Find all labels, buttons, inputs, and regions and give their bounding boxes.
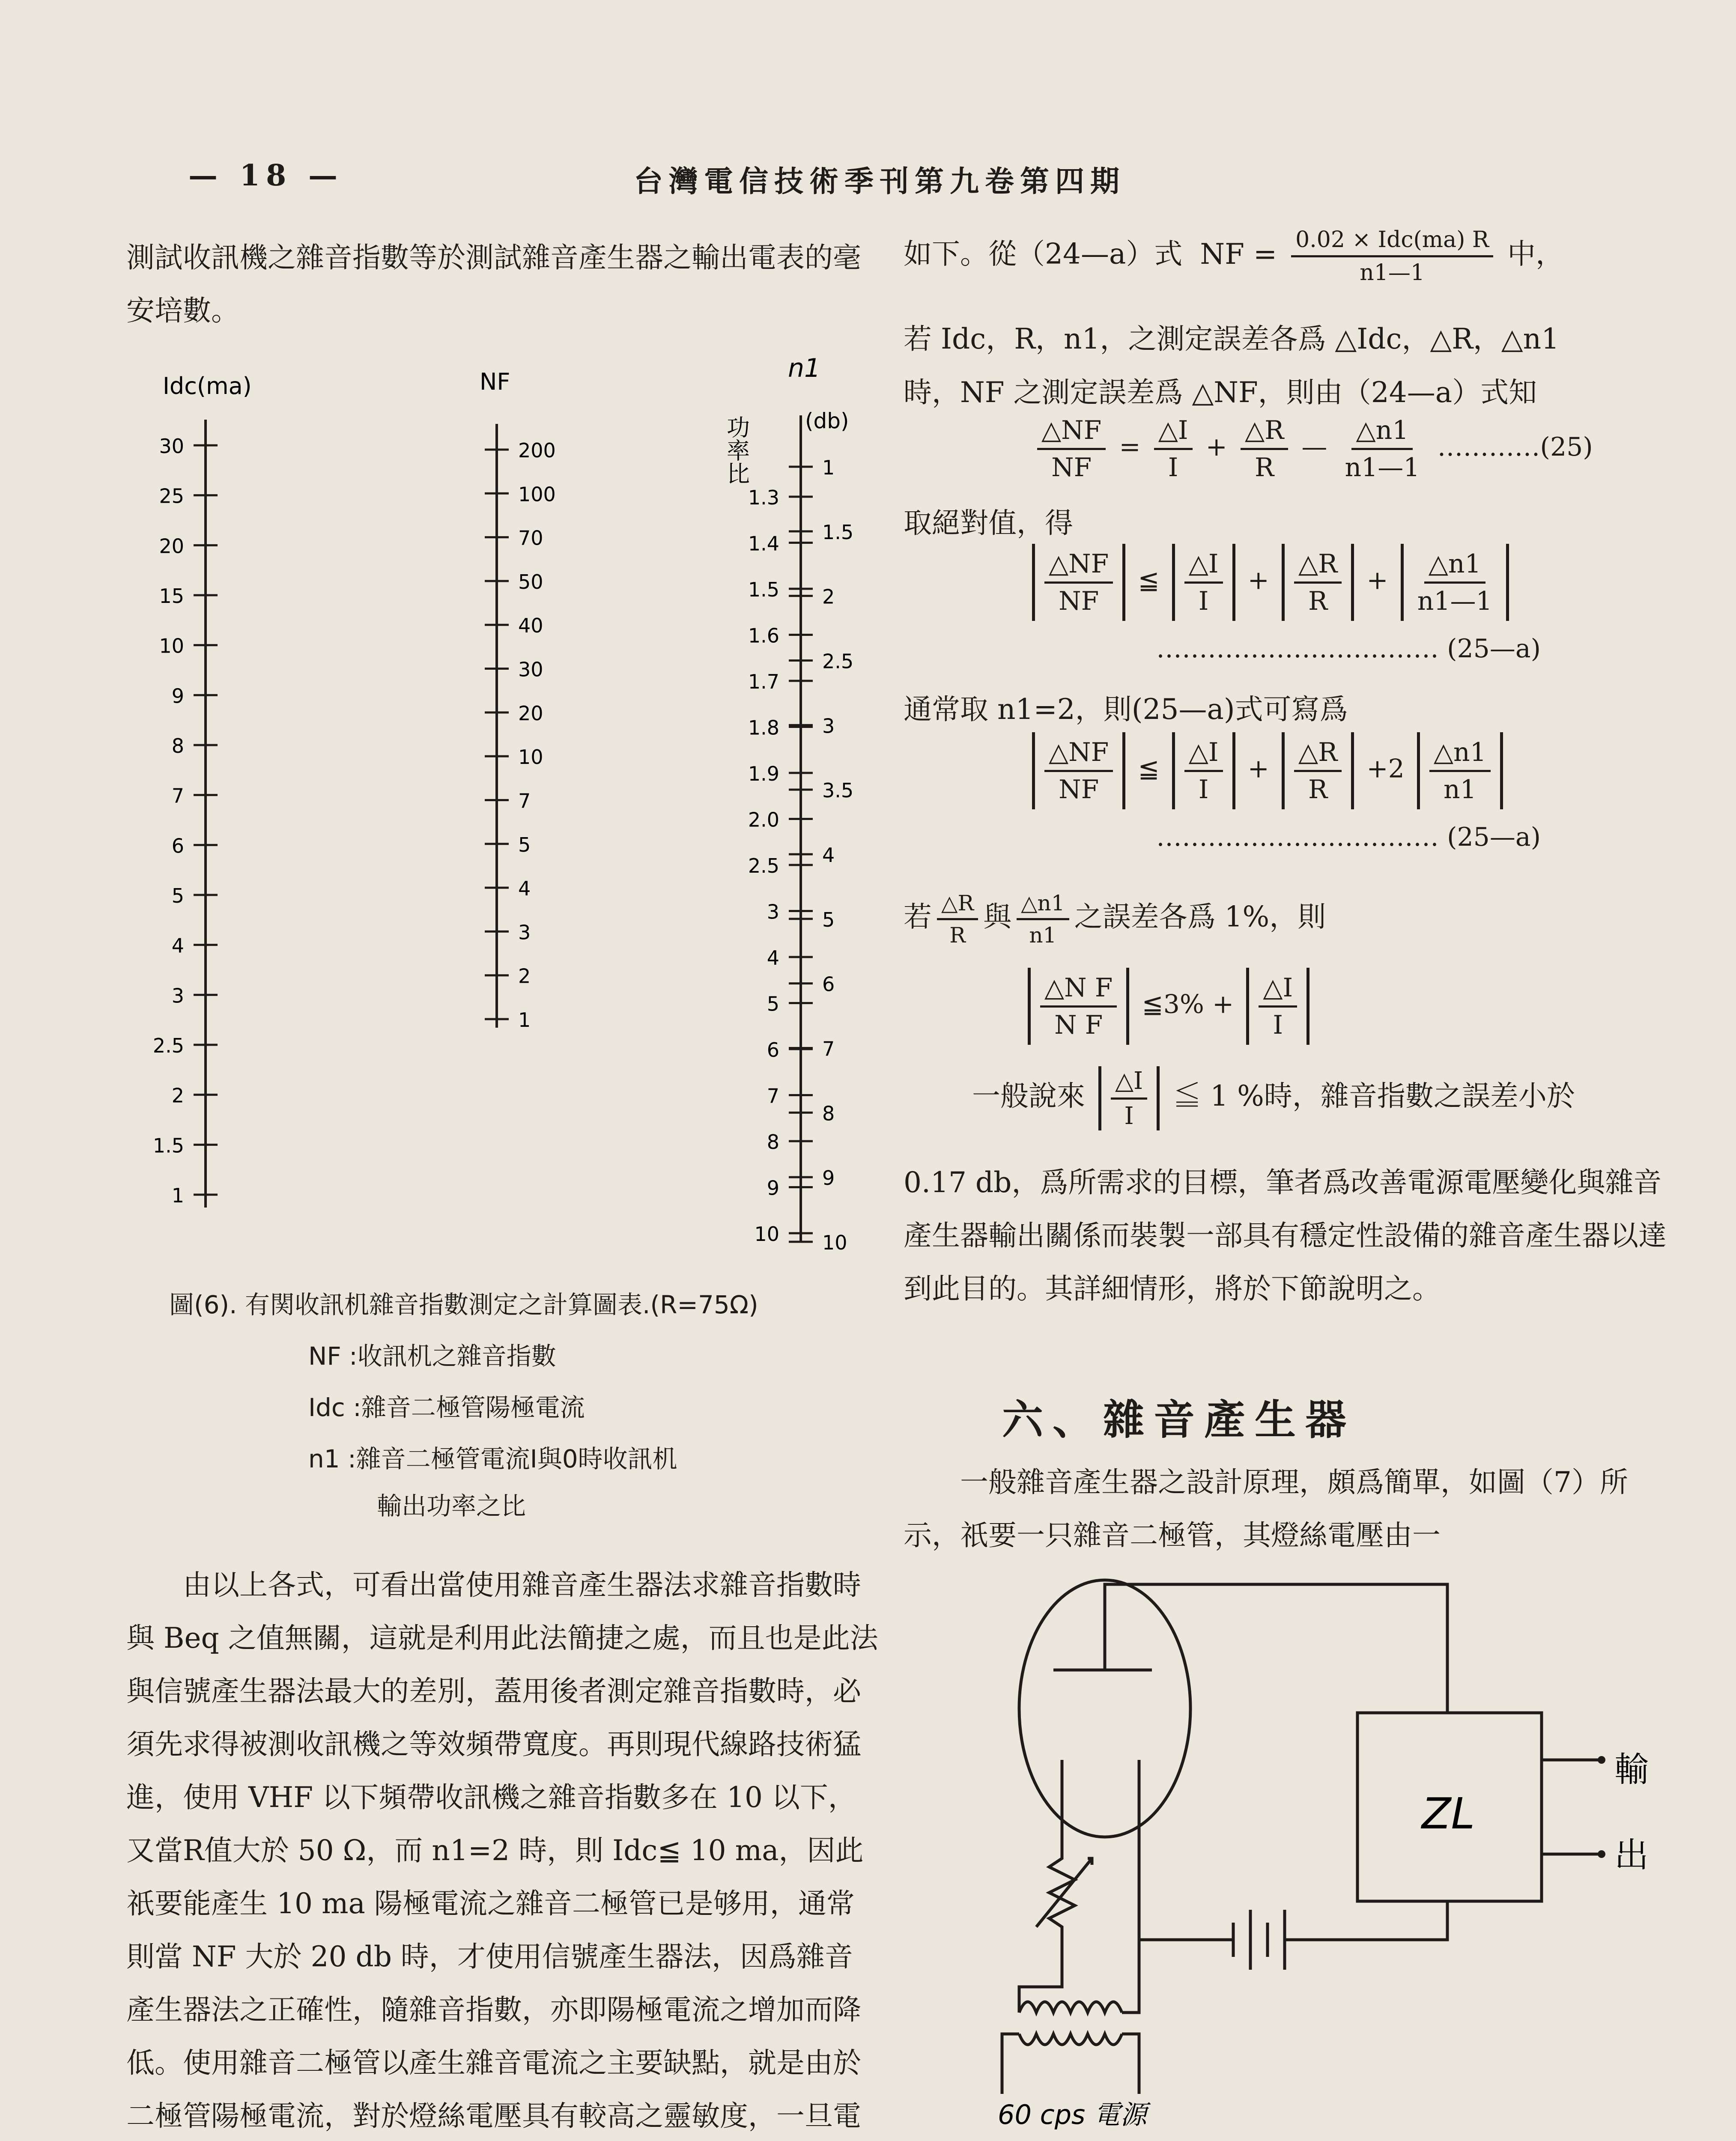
- paragraph-4: 一般雜音產生器之設計原理，頗爲簡單，如圖（7）所示，祇要一只雜音二極管，其燈絲電壓由一: [904, 1466, 1628, 1552]
- idc-tick-label: 3: [171, 984, 184, 1008]
- intro-text: 測試收訊機之雜音指數等於測試雜音產生器之輸出電表的毫安培數。: [126, 241, 861, 327]
- idc-tick-label: 1: [171, 1184, 184, 1207]
- general-den: I: [1124, 1102, 1134, 1130]
- fig6-legend-nf: NF :收訊机之雜音指數: [308, 1342, 556, 1371]
- if-suffix: 之誤差各爲 1%，則: [1074, 900, 1326, 933]
- eq24a-numerator: 0.02 × Idc(ma) R: [1291, 227, 1493, 257]
- nomogram-fig6: [120, 355, 891, 1276]
- fig6-caption: 圖(6). 有関收訊机雜音指數測定之計算圖表.(R=75Ω): [169, 1290, 758, 1319]
- nf-axis-label: NF: [480, 368, 510, 395]
- idc-tick-label: 2: [171, 1084, 184, 1107]
- nf-tick-label: 3: [518, 921, 531, 944]
- zl-label: ZL: [1422, 1789, 1475, 1839]
- n1-db-tick-label: 5: [822, 908, 835, 931]
- eq24a-nf: NF =: [1200, 237, 1277, 271]
- nf-tick-label: 100: [518, 483, 556, 506]
- equation-3-percent: [1023, 968, 1314, 1045]
- equation-25a: $\frac{\triangle NF}{NF}$ ≦ $\frac{\triangle I}{I}$ + $\frac{\triangle R}{R}$ + $\frac{\triangle n1}{n1—1}$: [1028, 544, 1513, 621]
- eqpct-t1-num: △N F: [1040, 973, 1117, 1008]
- eq25a-t2-num: △I: [1184, 549, 1223, 584]
- idc-tick-label: 1.5: [152, 1134, 184, 1157]
- if-r-den: R: [949, 923, 966, 948]
- n1-ratio-tick-label: 1.9: [748, 762, 779, 785]
- page-number: — 18 —: [188, 158, 343, 193]
- n1-db-tick-label: 10: [822, 1231, 847, 1254]
- n1-db-tick-label: 1: [822, 456, 835, 479]
- n1-ratio-tick-label: 9: [767, 1176, 779, 1200]
- eq25-t4-den: n1—1: [1345, 453, 1420, 483]
- eq25a-t1-den: NF: [1059, 586, 1099, 616]
- n1-ratio-tick-label: 10: [754, 1223, 779, 1246]
- nf-tick-label: 70: [518, 526, 543, 550]
- n1-db-tick-label: 8: [822, 1102, 835, 1125]
- eqpct-mid: ≦3% +: [1142, 989, 1234, 1020]
- n1-ratio-tick-label: 4: [767, 946, 779, 969]
- eq25-t2-num: △I: [1154, 415, 1193, 450]
- paragraph-3: 0.17 db，爲所需求的目標，筆者爲改善電源電壓變化與雜音產生器輸出關係而裝製一部具有穩定性設備的雜音產生器以達到此目的。其詳細情形，將於下節說明之。: [904, 1166, 1667, 1305]
- eq25a-t2-den: I: [1198, 586, 1209, 616]
- eq25a-t3-den: R: [1308, 586, 1328, 616]
- fig6-legend-n1: n1 :雜音二極管電流I與0時收訊机: [308, 1444, 677, 1473]
- general-num: △I: [1111, 1067, 1147, 1100]
- error-definition: 若 Idc，R，n1，之測定誤差各爲 △Idc，△R，△n1: [904, 322, 1560, 355]
- eq25-t1-num: △NF: [1037, 415, 1106, 450]
- n1-ratio-label: 功率比: [723, 415, 750, 485]
- eq24a-suffix: 中，: [1507, 237, 1564, 271]
- eq25b-t2-den: I: [1198, 774, 1209, 805]
- n1-ratio-tick-label: 1.6: [748, 624, 779, 647]
- general-prefix: 一般說來: [972, 1079, 1085, 1112]
- nf-tick-label: 30: [518, 658, 543, 681]
- nf-tick-label: 1: [518, 1008, 531, 1032]
- equation-25a-simplified: $\frac{\triangle NF}{NF}$ ≦ $\frac{\triangle I}{I}$ + $\frac{\triangle R}{R}$ +2 $\frac{\triangle n1}{n1}$: [1028, 732, 1507, 809]
- eq24a-fraction: [1291, 227, 1493, 286]
- idc-scale: [153, 435, 218, 1207]
- eq24a-denominator: n1—1: [1360, 260, 1425, 286]
- absolute-value-text: 取絕對值，得: [904, 507, 1073, 540]
- n1-db-tick-label: 1.5: [822, 520, 854, 544]
- idc-tick-label: 7: [171, 784, 184, 808]
- nf-tick-label: 50: [518, 570, 543, 593]
- n1-ratio-tick-label: 1.8: [748, 716, 779, 740]
- n1-db-tick-label: 3.5: [822, 779, 854, 802]
- idc-tick-label: 10: [159, 634, 184, 658]
- n1-db-label: (db): [805, 409, 849, 433]
- if-r-num: △R: [937, 891, 978, 920]
- eq25-t2-den: I: [1168, 453, 1178, 483]
- nf-tick-label: 40: [518, 614, 543, 638]
- eq25a-t4-den: n1—1: [1417, 586, 1492, 616]
- n1-db-tick-label: 7: [822, 1037, 835, 1061]
- idc-axis-label: Idc(ma): [163, 373, 252, 400]
- n1-axis-label: n1: [788, 353, 821, 383]
- eq25b-tag: …………………………… (25—a): [1156, 822, 1541, 852]
- output-label-1: 輸: [1614, 1750, 1649, 1789]
- eqpct-t1-den: N F: [1054, 1010, 1103, 1040]
- general-condition: [972, 1066, 1575, 1130]
- eq25b-coef: +2: [1366, 754, 1405, 784]
- idc-tick-label: 25: [159, 484, 184, 508]
- nf-tick-label: 2: [518, 964, 531, 988]
- if-prefix: 若: [904, 900, 932, 933]
- n1-db-tick-label: 2: [822, 585, 835, 608]
- transformer: [1019, 2002, 1122, 2013]
- n1-ratio-tick-label: 1.7: [748, 670, 779, 693]
- nf-tick-label: 4: [518, 877, 531, 901]
- fig6-legend-n1-cont: 輸出功率之比: [377, 1491, 526, 1521]
- n1-db-tick-label: 2.5: [822, 650, 854, 673]
- power-source-label: 60 cps 電源: [998, 2099, 1147, 2130]
- general-suffix: ≦ 1 %時，雜音指數之誤差小於: [1173, 1079, 1575, 1112]
- eq25b-t1-den: NF: [1059, 774, 1099, 805]
- idc-tick-label: 30: [159, 435, 184, 458]
- if-n1-num: △n1: [1017, 891, 1069, 920]
- eqpct-t2-num: △I: [1259, 973, 1297, 1008]
- eq25-t1-den: NF: [1051, 453, 1092, 483]
- idc-tick-label: 4: [171, 934, 184, 957]
- output-label-2: 出: [1614, 1835, 1649, 1875]
- eq25-t3-num: △R: [1241, 415, 1288, 450]
- eq25b-t3-num: △R: [1294, 737, 1342, 772]
- eq25-t3-den: R: [1255, 453, 1274, 483]
- n1-equals-2-text: 通常取 n1=2，則(25—a)式可寫爲: [904, 693, 1348, 726]
- idc-tick-label: 6: [171, 834, 184, 858]
- n1-db-tick-label: 4: [822, 844, 835, 867]
- eq24a-prefix: 如下。從（24—a）式: [904, 237, 1183, 271]
- section-title: 六、雜音產生器: [1002, 1396, 1356, 1444]
- eq25-tag: …………(25): [1437, 432, 1593, 462]
- idc-tick-label: 9: [171, 684, 184, 708]
- eq25a-t4-num: △n1: [1424, 549, 1485, 584]
- idc-tick-label: 15: [159, 584, 184, 608]
- one-percent-condition: [904, 891, 1326, 948]
- eq25b-t1-num: △NF: [1044, 737, 1113, 772]
- equation-25: $\frac{\triangle NF}{NF}$ = $\frac{\triangle I}{I}$ + $\frac{\triangle R}{R}$ — $\frac{\triangle n1}{n1—1}$ …………(25): [1032, 415, 1593, 483]
- idc-tick-label: 2.5: [152, 1034, 184, 1057]
- n1-ratio-tick-label: 7: [767, 1084, 779, 1108]
- eq25-t4-num: △n1: [1351, 415, 1413, 450]
- n1-ratio-tick-label: 1.5: [748, 578, 779, 601]
- eq25b-t4-den: n1: [1443, 774, 1476, 805]
- n1-ratio-tick-label: 1.4: [748, 532, 779, 555]
- n1-db-tick-label: 9: [822, 1166, 835, 1190]
- nf-tick-label: 200: [518, 439, 556, 462]
- n1-db-tick-label: 6: [822, 972, 835, 996]
- nf-tick-label: 5: [518, 833, 531, 856]
- if-and: 與: [983, 900, 1012, 933]
- n1-ratio-tick-label: 2.5: [748, 854, 779, 877]
- idc-tick-label: 5: [171, 884, 184, 907]
- paragraph-1: 由以上各式，可看出當使用雜音產生器法求雜音指數時與 Beq 之值無關，這就是利用此法簡捷之處，而且也是此法與信號產生器法最大的差別，蓋用後者測定雜音指數時，必須先求得被測收訊機之等效頻帶寬度。再則現代線路技術猛進，使用 VHF 以下頻帶收訊機之雜音指數多在 10 以下，又當R值大於 50 Ω，而 n1=2 時，則 Idc≦ 10 ma，因此祇要能產生 10 ma 陽極電流之雜音二極管已是够用，通常則當 NF 大於 20 db 時，才使用信號產生器法，因爲雜音產生器法之正確性，隨雜音指數，亦即陽極電流之增加而降低。使用雜音二極管以產生雜音電流之主要缺點，就是由於二極管陽極電流，對於燈絲電壓具有較高之靈敏度，一旦電: [126, 1568, 878, 2132]
- n1-ratio-tick-label: 2.0: [748, 808, 779, 832]
- eq25b-t4-num: △n1: [1429, 737, 1491, 772]
- eq25a-tag: …………………………… (25—a): [1156, 634, 1541, 664]
- n1-ratio-tick-label: 5: [767, 992, 779, 1016]
- n1-ratio-tick-label: 1.3: [748, 486, 779, 509]
- error-derivation: 時，NF 之測定誤差爲 △NF，則由（24—a）式知: [904, 376, 1537, 409]
- n1-db-tick-label: 3: [822, 714, 835, 738]
- eq25b-t3-den: R: [1308, 774, 1328, 805]
- n1-ratio-tick-label: 3: [767, 900, 779, 924]
- eq25b-t2-num: △I: [1184, 737, 1223, 772]
- nf-tick-label: 10: [518, 745, 543, 769]
- circuit-fig7: [968, 1559, 1649, 2132]
- eq24a-line: [904, 227, 1564, 286]
- idc-tick-label: 8: [171, 734, 184, 757]
- fig6-legend-idc: Idc :雜音二極管陽極電流: [308, 1393, 585, 1422]
- eq25a-t3-num: △R: [1294, 549, 1342, 584]
- eqpct-t2-den: I: [1273, 1010, 1283, 1040]
- idc-tick-label: 20: [159, 534, 184, 558]
- nf-scale: [485, 439, 556, 1032]
- eq25a-t1-num: △NF: [1044, 549, 1113, 584]
- if-n1-den: n1: [1029, 923, 1057, 948]
- n1-ratio-tick-label: 6: [767, 1038, 779, 1062]
- nf-tick-label: 7: [518, 789, 531, 813]
- n1-ratio-tick-label: 8: [767, 1130, 779, 1154]
- journal-title: 台灣電信技術季刊第九卷第四期: [634, 164, 1126, 199]
- nf-tick-label: 20: [518, 701, 543, 725]
